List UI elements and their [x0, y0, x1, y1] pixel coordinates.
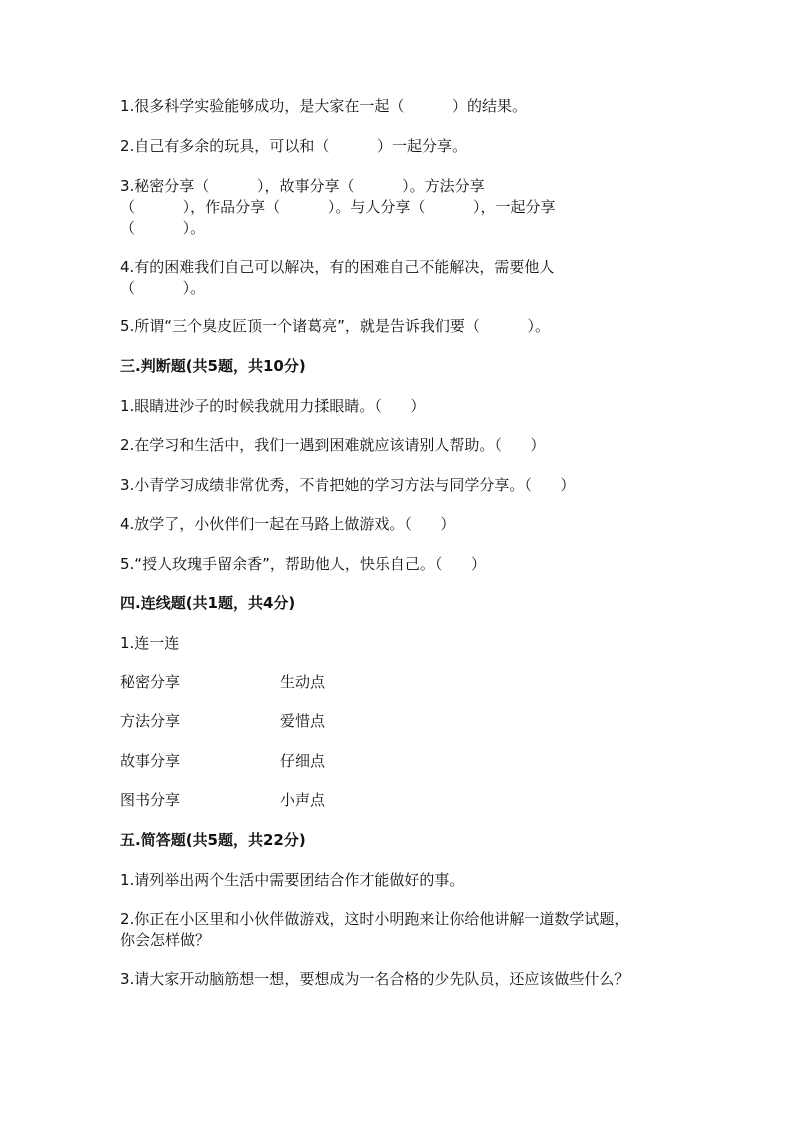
match-right-item: 仔细点 — [280, 752, 326, 770]
fill-blank-question-4-line-1: 4.有的困难我们自己可以解决，有的困难自己不能解决，需要他人 — [120, 258, 555, 276]
fill-blank-question-4-line-2: （ ）。 — [120, 279, 206, 297]
judge-question-2: 2.在学习和生活中，我们一遇到困难就应该请别人帮助。（ ） — [120, 436, 546, 454]
fill-blank-question-3-line-2: （ ），作品分享（ ）。与人分享（ ），一起分享 — [120, 198, 556, 216]
fill-blank-question-1: 1.很多科学实验能够成功，是大家在一起（ ）的结果。 — [120, 97, 527, 115]
match-left-item: 故事分享 — [120, 752, 181, 770]
match-right-item: 爱惜点 — [280, 712, 326, 730]
section-heading-judge: 三.判断题(共5题，共10分) — [120, 357, 306, 375]
judge-question-1: 1.眼睛进沙子的时候我就用力揉眼睛。（ ） — [120, 397, 426, 415]
judge-question-5: 5.“授人玫瑰手留余香”，帮助他人，快乐自己。（ ） — [120, 555, 486, 573]
judge-question-4: 4.放学了，小伙伴们一起在马路上做游戏。（ ） — [120, 515, 456, 533]
match-left-item: 图书分享 — [120, 791, 181, 809]
short-question-3: 3.请大家开动脑筋想一想，要想成为一名合格的少先队员，还应该做些什么？ — [120, 970, 630, 988]
match-left-item: 方法分享 — [120, 712, 181, 730]
short-question-2-line-1: 2.你正在小区里和小伙伴做游戏，这时小明跑来让你给他讲解一道数学试题， — [120, 910, 630, 928]
match-question: 1.连一连 — [120, 634, 180, 652]
fill-blank-question-3-line-1: 3.秘密分享（ ），故事分享（ ）。方法分享 — [120, 177, 485, 195]
fill-blank-question-2: 2.自己有多余的玩具，可以和（ ）一起分享。 — [120, 137, 467, 155]
match-left-item: 秘密分享 — [120, 673, 181, 691]
fill-blank-question-3-line-3: （ ）。 — [120, 219, 206, 237]
match-right-item: 小声点 — [280, 791, 326, 809]
short-question-1: 1.请列举出两个生活中需要团结合作才能做好的事。 — [120, 871, 465, 889]
judge-question-3: 3.小青学习成绩非常优秀，不肯把她的学习方法与同学分享。（ ） — [120, 476, 576, 494]
section-heading-match: 四.连线题(共1题，共4分) — [120, 594, 296, 612]
short-question-2-line-2: 你会怎样做？ — [120, 931, 211, 949]
match-right-item: 生动点 — [280, 673, 326, 691]
fill-blank-question-5: 5.所谓“三个臭皮匠顶一个诸葛亮”，就是告诉我们要（ ）。 — [120, 317, 551, 335]
section-heading-short: 五.简答题(共5题，共22分) — [120, 831, 306, 849]
